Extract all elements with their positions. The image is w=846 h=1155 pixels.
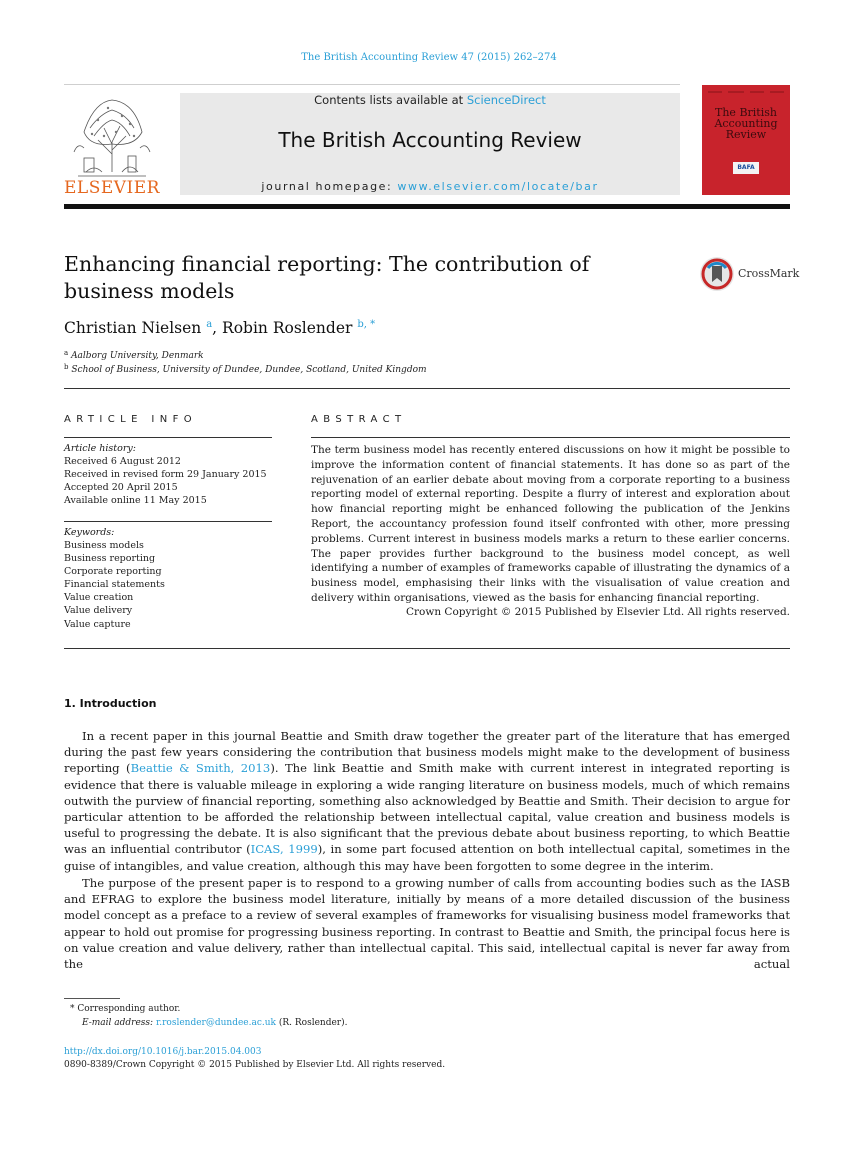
abstract-text: The term business model has recently entered discussions on how it might be possible to improve the information content of financial statements. It has done so as part of the rejuvenation of an earlier debate about moving from a corporate reporting to a business reporting model of external reporting. Despite a flurry of interest and exploration about how financial reporting might be enhanced following the publication of the Jenkins Report, the accountancy profession found itself confronted with other, more pressing problems. Current interest in business models marks a return to these earlier concerns. The paper provides further background to the business model concept, as well identifying a number of examples of frameworks capable of illustrating the dynamics of a business model, emphasising their links with the visualisation of value creation and delivery within organisations, viewed as the basis for enhancing financial reporting. — [311, 444, 790, 604]
publisher-name: ELSEVIER — [64, 178, 160, 198]
citation-link[interactable]: Beattie & Smith, 2013 — [130, 761, 271, 776]
email-link[interactable]: r.roslender@dundee.ac.uk — [155, 1018, 277, 1028]
homepage-prefix: journal homepage: — [261, 180, 398, 193]
affiliation-mark: b — [64, 363, 69, 371]
divider — [64, 648, 790, 649]
author-name[interactable]: Robin Roslender — [222, 319, 353, 338]
keyword-item: Value delivery — [64, 605, 133, 616]
affiliation-a — [64, 349, 204, 361]
history-item: Available online 11 May 2015 — [64, 495, 207, 506]
journal-homepage-line — [180, 180, 680, 193]
paragraph-text: In a recent paper in this journal Beattie and Smith draw together the greater part of the literature that has emerged during the past few years considering the contribution that business models might make to the development of business reporting ( — [64, 729, 790, 776]
cover-bafa-badge: BAFA — [733, 162, 759, 174]
keyword-item: Value creation — [64, 592, 134, 603]
author-separator: , — [212, 319, 223, 338]
keywords-label: Keywords: — [64, 527, 115, 538]
header-bottom-rule — [64, 204, 790, 209]
email-label: E-mail address: — [82, 1018, 156, 1028]
journal-title: The British Accounting Review — [278, 128, 582, 152]
affiliation-text: School of Business, University of Dundee, Dundee, Scotland, United Kingdom — [71, 365, 427, 375]
divider — [311, 437, 790, 438]
affiliation-mark: a — [64, 349, 69, 357]
cover-title: The British Accounting Review — [714, 106, 778, 141]
journal-citation[interactable]: The British Accounting Review 47 (2015) 262–274 — [301, 52, 557, 63]
article-title: Enhancing financial reporting: The contribution of business models — [64, 252, 590, 303]
section-heading: 1. Introduction — [64, 697, 157, 710]
contents-prefix: Contents lists available at — [314, 93, 467, 107]
issn-copyright: 0890-8389/Crown Copyright © 2015 Published by Elsevier Ltd. All rights reserved. — [64, 1060, 446, 1070]
homepage-link[interactable]: www.elsevier.com/locate/bar — [397, 180, 599, 193]
paragraph-text: ), in some part focused attention on both intellectual capital, sometimes in the guise of intangibles, and value creation, although this may have been forgotten to some degree in the interim. — [64, 842, 790, 873]
divider — [64, 388, 790, 389]
doi-link[interactable]: http://dx.doi.org/10.1016/j.bar.2015.04.003 — [64, 1047, 262, 1057]
keyword-item: Financial statements — [64, 579, 165, 590]
paragraph-text: ). The link Beattie and Smith make with current interest in integrated reporting is evidence that there is valuable mileage in exploring a wide ranging literature on business models, much of which remains outwith the purview of financial reporting, something also acknowledged by Beattie and Smith. Their decision to argue for particular attention to be afforded the relationship between intellectual capital, value creation and business models is useful to progressing the debate. It is also significant that the previous debate about business reporting, to which Beattie was an influential contributor ( — [64, 761, 791, 857]
body-paragraph: The purpose of the present paper is to respond to a growing number of calls from accounting bodies such as the IASB and EFRAG to explore the business model literature, initially by means of a more detailed discussion of the business model concept as a preface to a review of several examples of frameworks for visualising business model frameworks that appear to hold out promise for progressing business reporting. In contrast to Beattie and Smith, the principal focus here is on value creation and value delivery, rather than intellectual capital. This said, intellectual capital is never far away from the actual — [64, 876, 790, 972]
history-label: Article history: — [64, 443, 136, 454]
crossmark-icon[interactable] — [699, 256, 735, 292]
divider — [64, 437, 272, 438]
affiliation-marker[interactable]: a — [206, 319, 213, 330]
contents-line — [180, 93, 680, 107]
abstract-heading: ABSTRACT — [311, 414, 407, 425]
divider — [64, 521, 272, 522]
corresponding-author-note: * Corresponding author. — [70, 1004, 181, 1014]
affiliation-marker[interactable]: b, * — [357, 319, 376, 330]
history-item: Received in revised form 29 January 2015 — [64, 469, 267, 480]
email-suffix: (R. Roslender). — [276, 1018, 348, 1028]
header-top-rule — [64, 84, 680, 85]
author-list — [64, 319, 375, 337]
history-item: Accepted 20 April 2015 — [64, 482, 178, 493]
affiliation-b — [64, 363, 427, 375]
body-paragraph — [64, 728, 790, 874]
abstract-copyright: Crown Copyright © 2015 Published by Elsevier Ltd. All rights reserved. — [405, 606, 790, 618]
email-note — [82, 1018, 347, 1028]
keyword-item: Business reporting — [64, 553, 156, 564]
affiliation-text: Aalborg University, Denmark — [71, 351, 204, 361]
cover-header-lines — [706, 89, 786, 95]
citation-link[interactable]: ICAS, 1999 — [250, 842, 318, 857]
footnote-rule — [64, 998, 120, 999]
crossmark-label[interactable]: CrossMark — [738, 267, 800, 280]
history-item: Received 6 August 2012 — [64, 456, 181, 467]
sciencedirect-link[interactable]: ScienceDirect — [466, 93, 546, 107]
keyword-item: Value capture — [64, 619, 131, 630]
keyword-item: Business models — [64, 540, 144, 551]
article-info-heading: ARTICLE INFO — [64, 414, 198, 425]
author-name[interactable]: Christian Nielsen — [64, 319, 202, 338]
keyword-item: Corporate reporting — [64, 566, 162, 577]
